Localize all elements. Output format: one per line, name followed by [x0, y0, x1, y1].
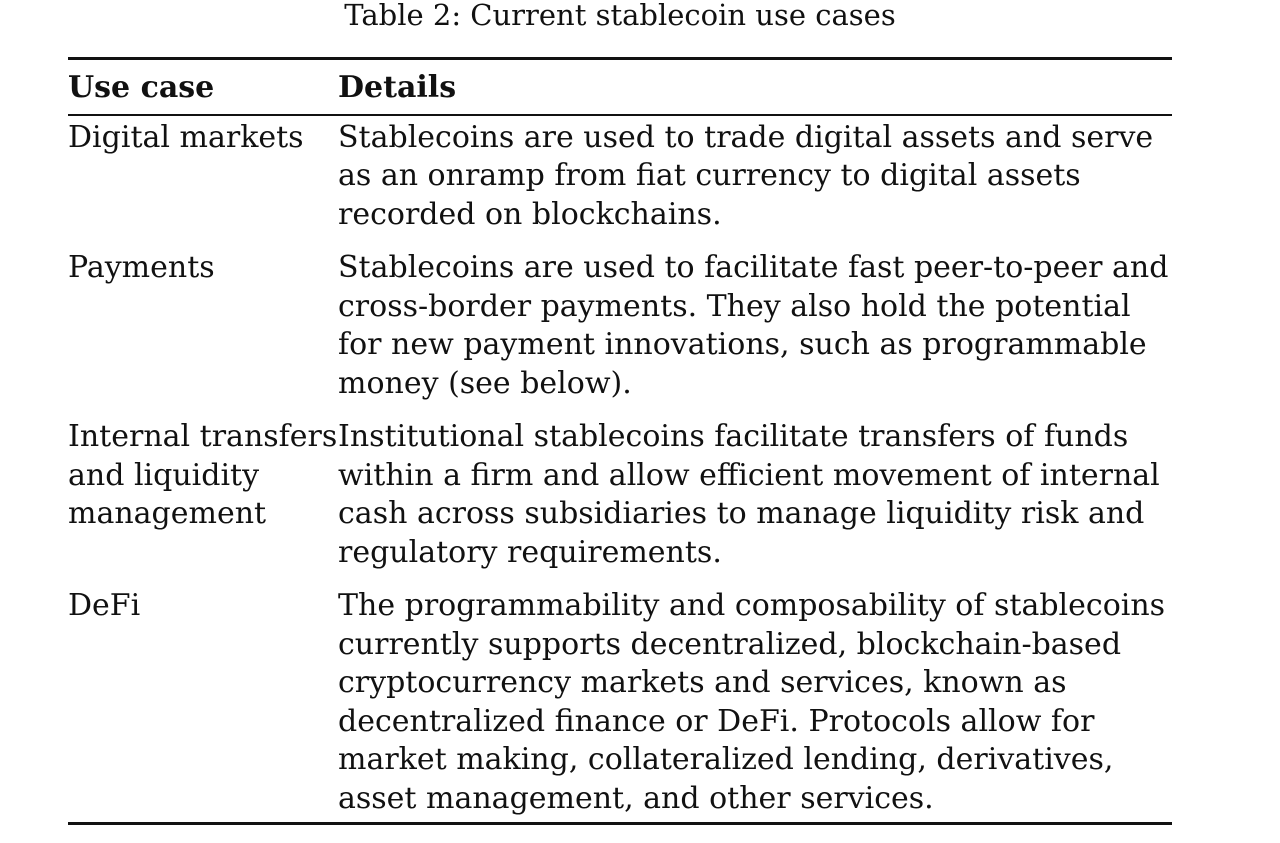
- use-case-cell: Internal transfers and liquidity management: [68, 419, 338, 531]
- use-cases-table-container: [68, 57, 1172, 825]
- column-header-details: Details: [338, 70, 457, 105]
- table-row: [68, 115, 1172, 250]
- table-header-row: [68, 59, 1172, 115]
- details-cell: The programmability and composability of stablecoins currently supports decentralized, blockchain-based cryptocurrency markets and services, known as decentralized finance or DeFi. Protocols allow for market making, collateralized lending, derivatives, asset management, and other services.: [338, 588, 1166, 816]
- table-body: [68, 115, 1172, 824]
- table-caption: Table 2: Current stablecoin use cases: [344, 0, 896, 32]
- details-cell: Stablecoins are used to facilitate fast peer-to-peer and cross-border payments. They also hold the potential for new payment innovations, such as programmable money (see below).: [338, 250, 1169, 401]
- table-header: [68, 59, 1172, 115]
- use-case-cell: Digital markets: [68, 119, 304, 155]
- use-cases-table: [68, 57, 1172, 825]
- column-header-use-case: Use case: [68, 70, 215, 105]
- table-row: [68, 587, 1172, 824]
- use-case-cell: DeFi: [68, 588, 141, 623]
- table-row: [68, 249, 1172, 418]
- table-row: [68, 418, 1172, 587]
- details-cell: Institutional stablecoins facilitate transfers of funds within a firm and allow efficient movement of internal cash across subsidiaries to manage liquidity risk and regulatory requirements.: [338, 419, 1160, 570]
- use-case-cell: Payments: [68, 250, 215, 285]
- details-cell: Stablecoins are used to trade digital assets and serve as an onramp from fiat currency to digital assets recorded on blockchains.: [338, 119, 1154, 232]
